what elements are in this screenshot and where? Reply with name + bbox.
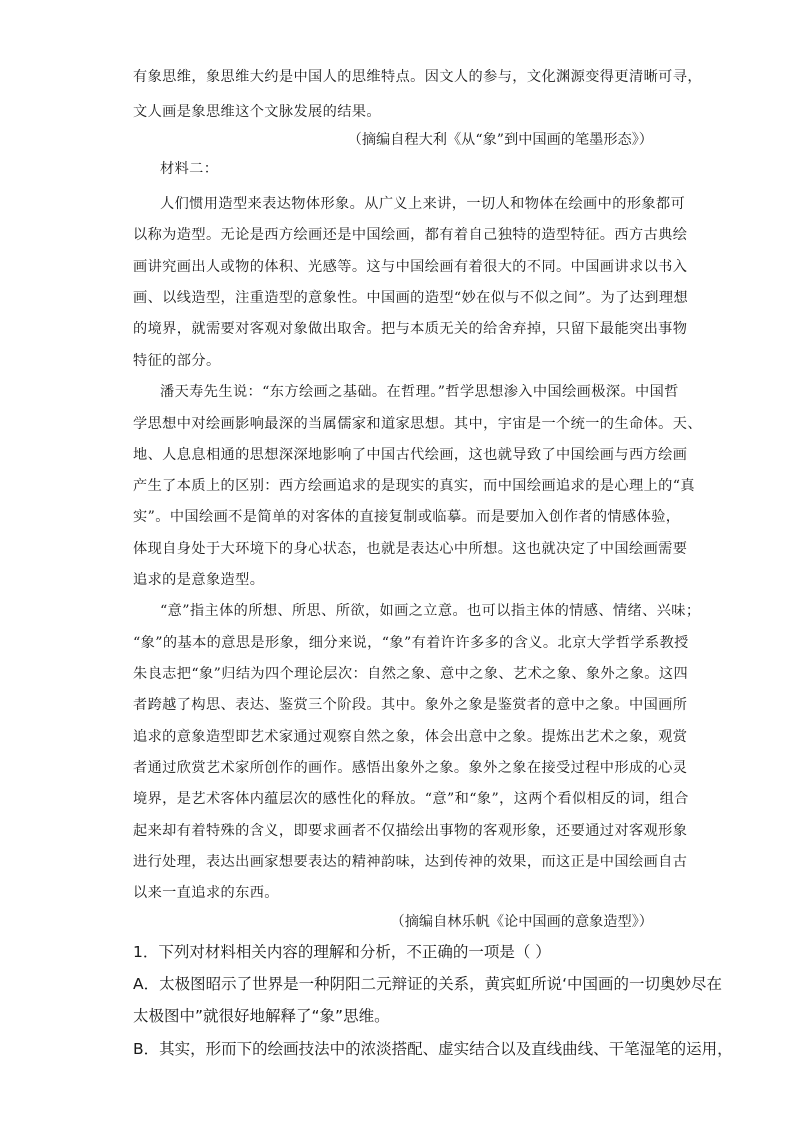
material2-p2-line-5: 实”。中国绘画不是简单的对客体的直接复制或临摹。而是要加入创作者的情感体验， bbox=[133, 509, 681, 525]
material1-line-1: 有象思维，象思维大约是中国人的思维特点。因文人的参与，文化渊源变得更清晰可寻， bbox=[133, 69, 702, 85]
material2-p2-line-1: 潘天寿先生说：“东方绘画之基础。在哲理。”哲学思想渗入中国绘画极深。中国哲 bbox=[160, 384, 679, 400]
material2-p2-line-2: 学思想中对绘画影响最深的当属儒家和道家思想。其中，宇宙是一个统一的生命体。天、 bbox=[133, 416, 702, 432]
material2-p2-line-7: 追求的是意象造型。 bbox=[133, 572, 265, 588]
material2-p2-line-3: 地、人息息相通的思想深深地影响了中国古代绘画，这也就导致了中国绘画与西方绘画 bbox=[133, 447, 688, 463]
material2-p1-line-6: 特征的部分。 bbox=[133, 353, 221, 369]
option-a-line-2: 太极图中”就很好地解释了“象”思维。 bbox=[133, 1007, 390, 1025]
material2-p3-line-9: 进行处理，表达出画家想要表达的精神韵味，达到传神的效果，而这正是中国绘画自古 bbox=[133, 854, 688, 870]
material2-p3-line-8: 起来却有着特殊的含义，即要求画者不仅描绘出事物的客观形象，还要通过对客观形象 bbox=[133, 823, 688, 839]
material2-p1-line-3: 画讲究画出人或物的体积、光感等。这与中国绘画有着很大的不同。中国画讲求以书入 bbox=[133, 259, 688, 275]
material2-p1-line-4: 画、以线造型，注重造型的意象性。中国画的造型“妙在似与不似之间”。为了达到理想 bbox=[133, 290, 689, 306]
material2-p2-line-6: 体现自身处于大环境下的身心状态，也就是表达心中所想。这也就决定了中国绘画需要 bbox=[133, 541, 688, 557]
material2-p3-line-10: 以来一直追求的东西。 bbox=[133, 885, 279, 901]
material2-p1-line-2: 以称为造型。无论是西方绘画还是中国绘画，都有着自己独特的造型特征。西方古典绘 bbox=[133, 227, 688, 243]
question-stem: 1．下列对材料相关内容的理解和分析，不正确的一项是（ ） bbox=[133, 943, 551, 961]
option-b-line-1: B．其实，形而下的绘画技法中的浓淡搭配、虚实结合以及直线曲线、干笔湿笔的运用， bbox=[133, 1040, 733, 1058]
material2-p1-line-1: 人们惯用造型来表达物体形象。从广义上来讲，一切人和物体在绘画中的形象都可 bbox=[160, 196, 686, 212]
material2-p1-line-5: 的境界，就需要对客观对象做出取舍。把与本质无关的给舍弃掉，只留下最能突出事物 bbox=[133, 321, 688, 337]
material2-p3-line-2: “象”的基本的意思是形象，细分来说，“象”有着许许多多的含义。北京大学哲学系教授 bbox=[133, 635, 689, 651]
material1-line-2: 文人画是象思维这个文脉发展的结果。 bbox=[133, 104, 381, 120]
material2-p2-line-4: 产生了本质上的区别：西方绘画追求的是现实的真实，而中国绘画追求的是心理上的“真 bbox=[133, 478, 695, 494]
material2-heading: 材料二： bbox=[160, 161, 219, 177]
material2-p3-line-6: 者通过欣赏艺术家所创作的画作。感悟出象外之象。象外之象在接受过程中形成的心灵 bbox=[133, 760, 688, 776]
material2-p3-line-7: 境界，是艺术客体内蕴层次的感性化的释放。“意”和“象”，这两个看似相反的词，组合 bbox=[133, 791, 689, 807]
material2-p3-line-4: 者跨越了构思、表达、鉴赏三个阶段。其中。象外之象是鉴赏者的意中之象。中国画所 bbox=[133, 697, 688, 713]
material2-p3-line-3: 朱良志把“象”归结为四个理论层次：自然之象、意中之象、艺术之象、象外之象。这四 bbox=[133, 666, 689, 682]
material2-source: （摘编自林乐帆《论中国画的意象造型》） bbox=[390, 914, 653, 930]
material2-p3-line-1: “意”指主体的所想、所思、所欲，如画之立意。也可以指主体的情感、情绪、兴味； bbox=[160, 603, 701, 619]
option-a-line-1: A．太极图昭示了世界是一种阴阳二元辩证的关系，黄宾虹所说‘中国画的一切奥妙尽在 bbox=[133, 975, 723, 993]
material2-p3-line-5: 追求的意象造型即艺术家通过观察自然之象，体会出意中之象。提炼出艺术之象，观赏 bbox=[133, 729, 688, 745]
material1-source: （摘编自程大利《从“象”到中国画的笔墨形态》） bbox=[347, 132, 653, 148]
